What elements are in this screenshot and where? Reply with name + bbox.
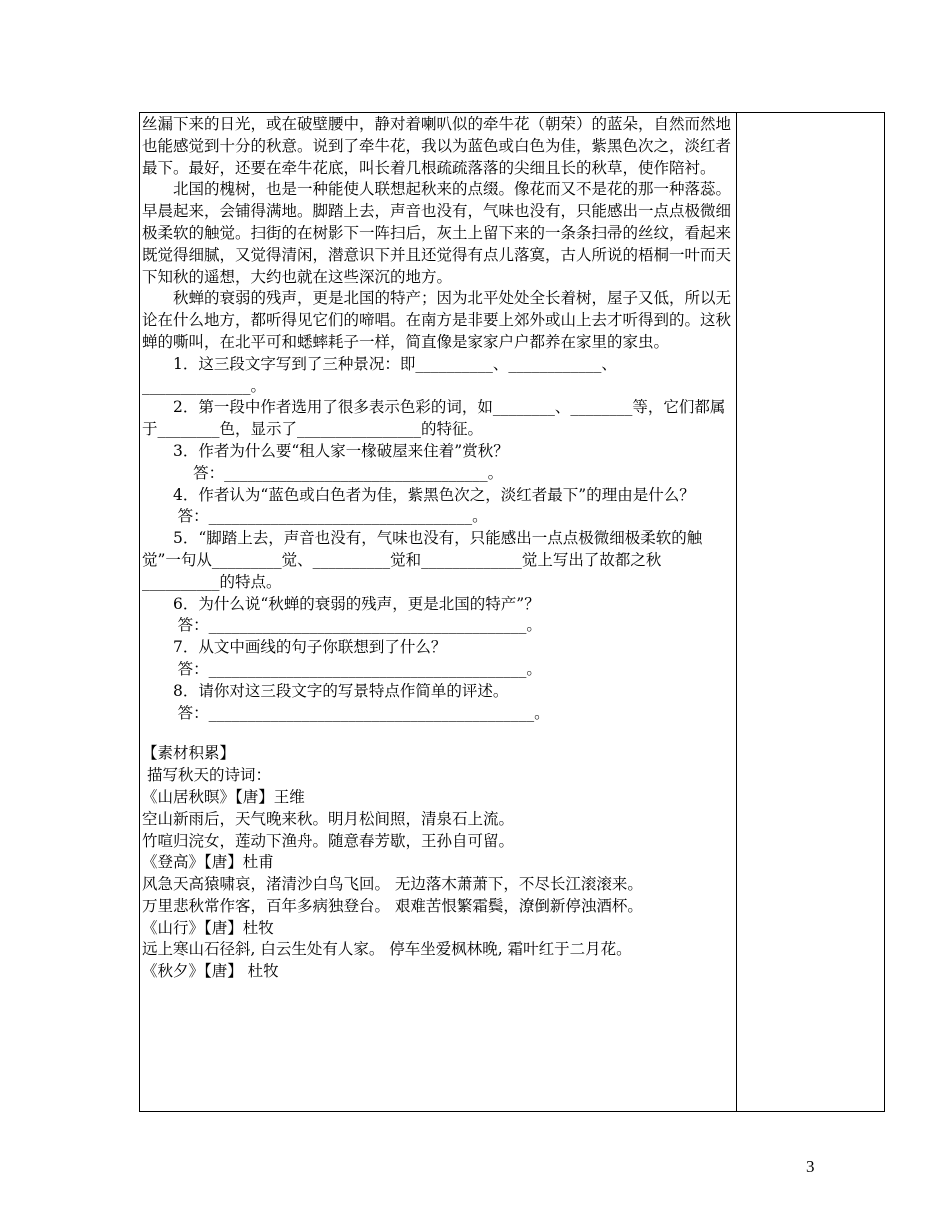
poem-2-line-2: 万里悲秋常作客，百年多病独登台。 艰难苦恨繁霜鬓，潦倒新停浊酒杯。 <box>142 896 643 915</box>
answer-7: 答：_________________________________________。 <box>177 659 542 678</box>
answer-3: 答：__________________________________。 <box>193 463 504 482</box>
question-8: 8．请你对这三段文字的写景特点作简单的评述。 <box>173 681 509 700</box>
answer-8: 答：__________________________________________。 <box>177 703 550 722</box>
passage-paragraph-3: 秋蝉的衰弱的残声，更是北国的特产；因为北平处处全长着树，屋子又低，所以无论在什么地方，都听得见它们的啼唱。在南方是非要上郊外或山上去才听得到的。这秋蝉的嘶叫，在北平可和蟋蟀耗子一样，简直像是家家户户都养在家里的家虫。 <box>142 289 732 351</box>
question-2: 2．第一段中作者选用了很多表示色彩的词，如________、________等，它们都属于________色，显示了________________的特征。 <box>142 398 726 439</box>
passage-paragraph-2: 北国的槐树，也是一种能使人联想起秋来的点缀。像花而又不是花的那一种落蕊。早晨起来，会铺得满地。脚踏上去，声音也没有，气味也没有，只能感出一点点极微细极柔软的触觉。扫街的在树影下一阵扫后，灰土上留下来的一条条扫帚的丝纹，看起来既觉得细腻，又觉得清闲，潜意识下并且还觉得有点儿落寞，古人所说的梧桐一叶而天下知秋的遥想，大约也就在这些深沉的地方。 <box>142 180 732 286</box>
poem-3-title: 《山行》【唐】杜牧 <box>142 918 274 937</box>
question-3: 3．作者为什么要“租人家一椽破屋来住着”赏秋？ <box>173 441 509 460</box>
answer-6: 答：_________________________________________。 <box>177 616 542 635</box>
question-1: 1．这三段文字写到了三种景况：即__________、____________、______________。 <box>142 354 617 395</box>
main-cell <box>142 114 732 983</box>
question-5: 5．“脚踏上去，声音也没有，气味也没有，只能感出一点点极微细极柔软的触觉”一句从_________觉、__________觉和_____________觉上写出了故都之秋__________的特点。 <box>142 529 703 591</box>
question-7: 7．从文中画线的句子你联想到了什么？ <box>173 638 447 657</box>
page-number: 3 <box>806 1157 815 1176</box>
material-intro: 描写秋天的诗词： <box>142 766 271 785</box>
question-4: 4．作者认为“蓝色或白色者为佳，紫黑色次之，淡红者最下”的理由是什么？ <box>173 485 695 504</box>
spacer <box>142 724 732 743</box>
poem-2-title: 《登高》【唐】杜甫 <box>142 853 274 872</box>
poem-3-line-1: 远上寒山石径斜, 白云生处有人家。 停车坐爱枫林晚, 霜叶红于二月花。 <box>142 940 632 959</box>
poem-1-line-1: 空山新雨后，天气晚来秋。明月松间照，清泉石上流。 <box>142 809 515 828</box>
material-heading: 【素材积累】 <box>142 744 236 763</box>
poem-1-line-2: 竹喧归浣女，莲动下渔舟。随意春芳歇，王孙自可留。 <box>142 831 515 850</box>
poem-4-title: 《秋夕》【唐】 杜牧 <box>142 962 279 981</box>
poem-2-line-1: 风急天高猿啸哀，渚清沙白鸟飞回。 无边落木萧萧下，不尽长江滚滚来。 <box>142 875 643 894</box>
poem-1-title: 《山居秋暝》【唐】王维 <box>142 787 305 806</box>
table-column-divider <box>736 112 737 1112</box>
passage-paragraph-1-continued: 丝漏下来的日光，或在破壁腰中，静对着喇叭似的牵牛花（朝荣）的蓝朵，自然而然地也能感觉到十分的秋意。说到了牵牛花，我以为蓝色或白色为佳，紫黑色次之，淡红者最下。最好，还要在牵牛花底，叫长着几根疏疏落落的尖细且长的秋草，使作陪衬。 <box>142 115 732 177</box>
answer-4: 答：__________________________________。 <box>177 507 488 526</box>
question-6: 6．为什么说“秋蝉的衰弱的残声，更是北国的特产”？ <box>173 594 540 613</box>
